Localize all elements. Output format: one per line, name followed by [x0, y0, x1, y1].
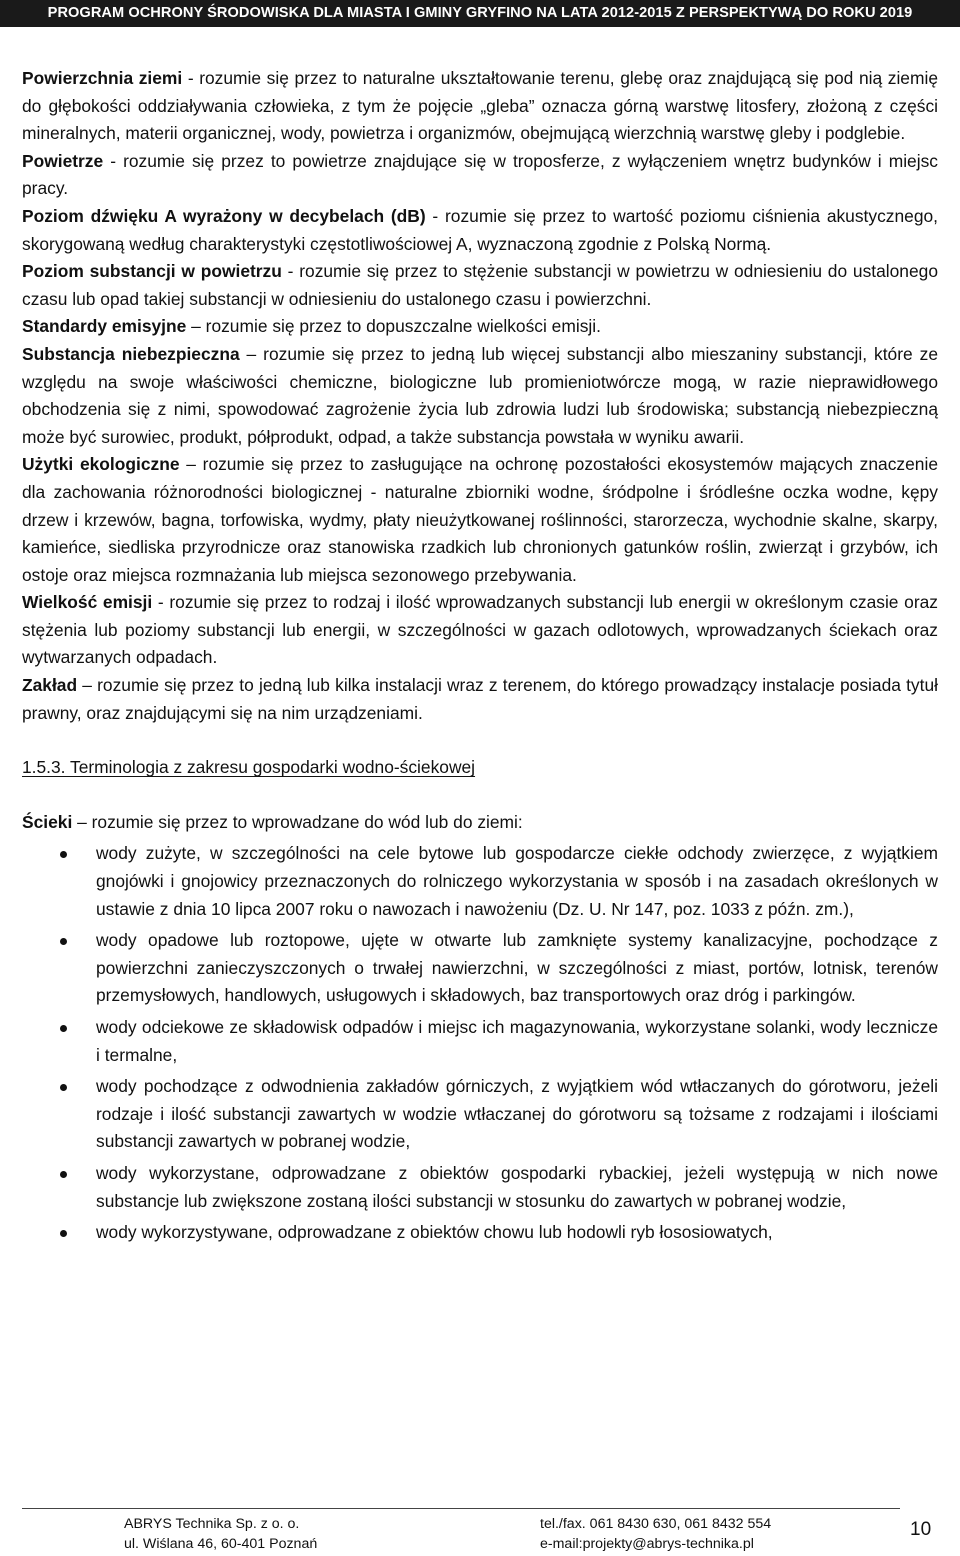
- bullet-icon: [60, 1230, 67, 1237]
- definition-term: Poziom substancji w powietrzu: [22, 261, 282, 282]
- definition-paragraph: [22, 313, 938, 341]
- definition-term: Standardy emisyjne: [22, 316, 187, 337]
- bullet-icon: [60, 1025, 67, 1032]
- document-header-title: PROGRAM OCHRONY ŚRODOWISKA DLA MIASTA I GMINY GRYFINO NA LATA 2012-2015 Z PERSPEKTYWĄ DO ROKU 2019: [47, 5, 913, 21]
- definition-term: Powierzchnia ziemi: [22, 68, 183, 88]
- footer-contact-block: [540, 1514, 771, 1554]
- definition-paragraph: [22, 341, 938, 451]
- footer-company-block: [124, 1514, 317, 1554]
- definition-text: - rozumie się przez to naturalne ukształtowanie terenu, glebę oraz znajdującą się pod nią ziemię do głębokości oddziaływania człowieka, z tym że pojęcie „gleba” oznacza górną warstwę litosfery, złożoną z części mineralnych, materii organicznej, wody, powietrza i organizmów, obejmującą wierzchnią warstwę gleby i podglebie.: [22, 68, 939, 144]
- spacer: [22, 782, 938, 809]
- document-header: [0, 0, 960, 27]
- definition-text: - rozumie się przez to rodzaj i ilość wprowadzanych substancji lub energii w określonym czasie oraz stężenia lub poziomy substancji lub energii, w szczególności w gazach odlotowych, wprowadzanych ściekach oraz wytwarzanych odpadach.: [22, 592, 938, 668]
- list-item-text: wody wykorzystywane, odprowadzane z obiektów chowu lub hodowli ryb łososiowatych,: [96, 1222, 773, 1243]
- list-item-text: wody opadowe lub roztopowe, ujęte w otwarte lub zamknięte systemy kanalizacyjne, pochodzące z powierzchni zanieczyszczonych o trwałej nawierzchni, w szczególności z miast, portów, lotnisk, terenów przemysłowych, handlowych, usługowych i składowych, baz transportowych oraz dróg i parkingów.: [96, 930, 938, 1006]
- definition-paragraph: [22, 148, 938, 203]
- definition-text: – rozumie się przez to dopuszczalne wielkości emisji.: [186, 316, 601, 337]
- bullet-icon: [60, 1171, 67, 1178]
- definition-paragraph: [22, 451, 938, 589]
- footer-phone: tel./fax. 061 8430 630, 061 8432 554: [540, 1516, 772, 1532]
- definition-term: Wielkość emisji: [22, 592, 153, 613]
- definition-text: - rozumie się przez to stężenie substancji w powietrzu w odniesieniu do ustalonego czasu lub opad takiej substancji w odniesieniu do ustalonego czasu i powierzchni.: [22, 261, 938, 309]
- section-heading: [22, 754, 938, 782]
- list-item: [22, 1014, 938, 1069]
- definition-text: - rozumie się przez to powietrze znajdujące się w troposferze, z wyłączeniem wnętrz budynków i miejsc pracy.: [22, 150, 938, 199]
- footer-address: ul. Wiślana 46, 60-401 Poznań: [124, 1536, 318, 1552]
- sewage-list: [22, 840, 938, 1246]
- list-item: [22, 927, 938, 1010]
- definition-term: Ścieki: [22, 811, 73, 832]
- definition-text: – rozumie się przez to zasługujące na ochronę pozostałości ekosystemów mających znaczenie dla zachowania różnorodności biologicznej - naturalne zbiorniki wodne, śródpolne i śródleśne oczka wodne, kępy drzew i krzewów, bagna, torfowiska, wydmy, płaty nieużytkowanej roślinności, starorzecza, wychodnie skalne, skarpy, kamieńce, siedliska przyrodnicze oraz stanowiska rzadkich lub chronionych gatunków roślin, zwierząt i grzybów, ich ostoje oraz miejsca rozmnażania lub miejsca sezonowego przebywania.: [22, 454, 938, 585]
- definition-paragraph: [22, 203, 938, 258]
- definition-term: Powietrze: [22, 150, 104, 171]
- definition-text: - rozumie się przez to wartość poziomu ciśnienia akustycznego, skorygowaną według charakterystyki częstotliwościowej A, wyznaczoną zgodnie z Polską Normą.: [22, 205, 938, 254]
- list-item: [22, 840, 938, 923]
- definition-term: Zakład: [22, 675, 78, 696]
- bullet-icon: [60, 851, 67, 858]
- footer-email: e-mail:projekty@abrys-technika.pl: [540, 1536, 754, 1552]
- spacer: [22, 727, 938, 754]
- definition-text: – rozumie się przez to jedną lub więcej substancji albo mieszaniny substancji, które ze względu na swoje właściwości chemiczne, biologiczne lub promieniotwórcze mogą, w razie nieprawidłowego obchodzenia się z nimi, spowodować zagrożenie życia lub zdrowia ludzi lub środowiska; substancją niebezpieczną może być surowiec, produkt, półprodukt, odpad, a także substancja powstała w wyniku awarii.: [22, 343, 939, 447]
- list-item-text: wody pochodzące z odwodnienia zakładów górniczych, z wyjątkiem wód wtłaczanych do górotworu, jeżeli rodzaje i ilość substancji zawartych w wodzie wtłaczanej do górotworu są tożsame z rodzajami i ilościami substancji zawartych w pobranej wodzie,: [96, 1076, 938, 1152]
- page-content: [22, 65, 938, 1247]
- page-footer: [0, 1514, 960, 1556]
- footer-company: ABRYS Technika Sp. z o. o.: [124, 1516, 300, 1532]
- list-item-text: wody odciekowe ze składowisk odpadów i miejsc ich magazynowania, wykorzystane solanki, wody lecznicze i termalne,: [96, 1017, 938, 1065]
- definition-text: – rozumie się przez to jedną lub kilka instalacji wraz z terenem, do którego prowadzący instalacje posiada tytuł prawny, oraz znajdującymi się na nim urządzeniami.: [22, 675, 938, 723]
- list-item: [22, 1160, 938, 1215]
- list-item-text: wody wykorzystane, odprowadzane z obiektów gospodarki rybackiej, jeżeli występują w nich nowe substancje lub zwiększone zostaną ilości substancji w stosunku do zawartych w pobranej wodzie,: [96, 1162, 938, 1211]
- definition-term: Poziom dźwięku A wyrażony w decybelach (dB): [22, 205, 426, 226]
- list-item: [22, 1073, 938, 1156]
- sewage-definition: [22, 809, 938, 837]
- list-item-text: wody zużyte, w szczególności na cele bytowe lub gospodarcze ciekłe odchody zwierzęce, z wyjątkiem gnojówki i gnojowicy przeznaczonych do rolniczego wykorzystania w sposób i na zasadach określonych w ustawie z dnia 10 lipca 2007 roku o nawozach i nawożeniu (Dz. U. Nr 147, poz. 1033 z późn. zm.),: [96, 843, 938, 919]
- definition-term: Użytki ekologiczne: [22, 454, 180, 475]
- definition-paragraph: [22, 672, 938, 727]
- bullet-icon: [60, 938, 67, 945]
- footer-divider: [22, 1508, 900, 1509]
- page-number: 10: [910, 1519, 932, 1540]
- list-item: [22, 1219, 938, 1247]
- definition-paragraph: [22, 258, 938, 313]
- definition-text: – rozumie się przez to wprowadzane do wód lub do ziemi:: [72, 811, 523, 832]
- definition-term: Substancja niebezpieczna: [22, 343, 240, 364]
- bullet-icon: [60, 1084, 67, 1091]
- definition-paragraph: [22, 589, 938, 672]
- section-heading-text: 1.5.3. Terminologia z zakresu gospodarki wodno-ściekowej: [22, 757, 476, 778]
- definition-paragraph: [22, 65, 938, 148]
